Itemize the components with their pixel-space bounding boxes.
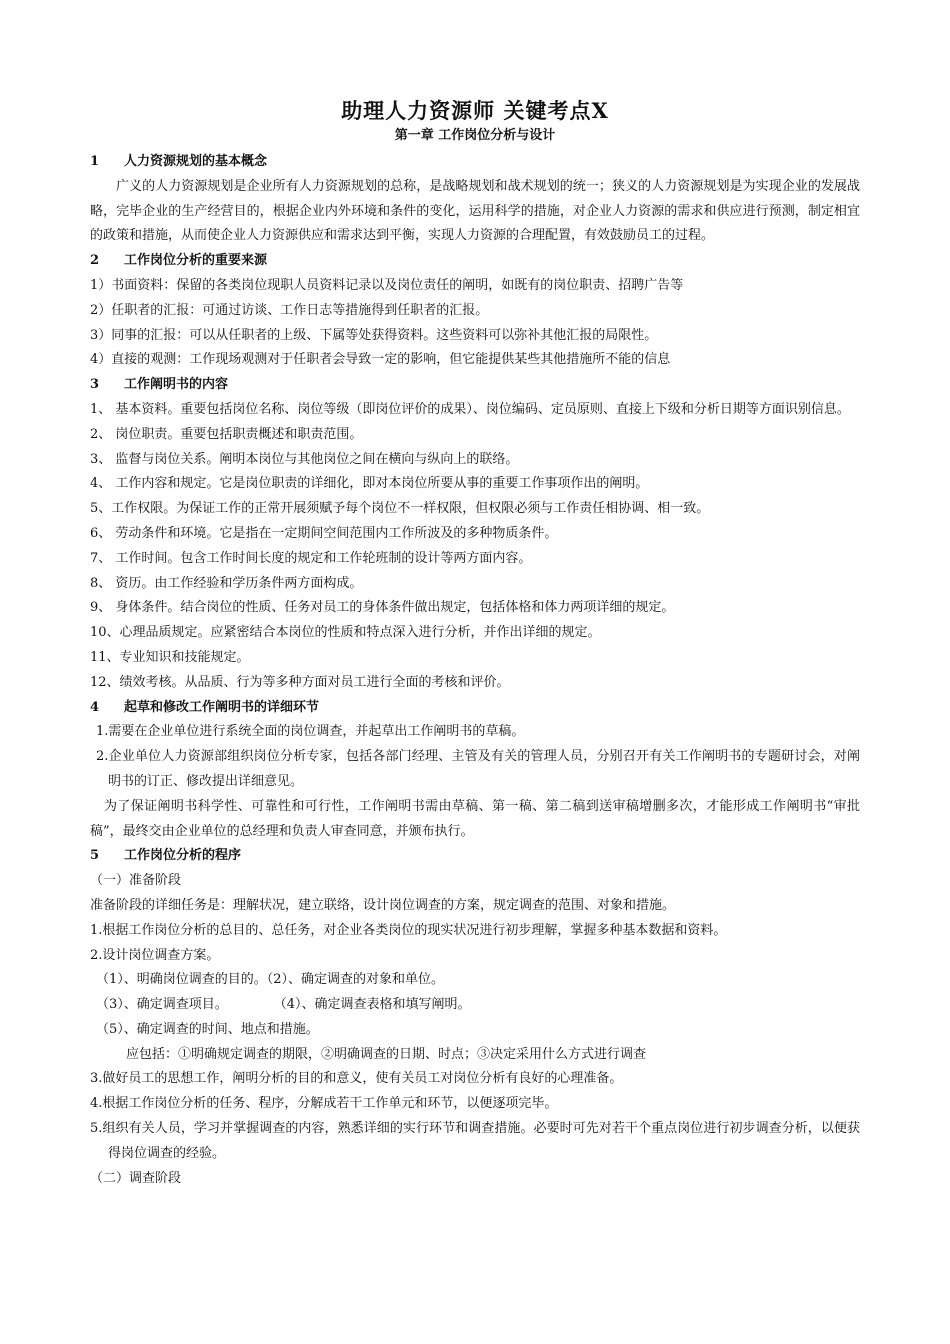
- section-number: 3: [90, 377, 100, 393]
- section-4-heading: [90, 696, 860, 721]
- list-item: 8、 资历。由工作经验和学历条件两方面构成。: [90, 575, 363, 591]
- list-item: 3.做好员工的思想工作，阐明分析的目的和意义，使有关员工对岗位分析有良好的心理准备。: [90, 1071, 623, 1087]
- stage-heading: （二）调查阶段: [90, 1170, 182, 1186]
- list-item: 1、 基本资料。重要包括岗位名称、岗位等级（即岗位评价的成果）、岗位编码、定员原则、直接上下级和分析日期等方面识别信息。: [90, 401, 850, 417]
- list-item: 2.设计岗位调查方案。: [90, 947, 220, 963]
- list-item: 4、 工作内容和规定。它是岗位职责的详细化，即对本岗位所要从事的重要工作事项作出的阐明。: [90, 476, 649, 492]
- list-item: 2.企业单位人力资源部组织岗位分析专家，包括各部门经理、主管及有关的管理人员，分别召开有关工作阐明书的专题研讨会，对阐明书的订正、修改提出详细意见。: [96, 749, 860, 789]
- section-number: 1: [90, 154, 100, 169]
- section-number: 4: [90, 699, 100, 715]
- section-3-heading: [90, 373, 860, 398]
- section-1-paragraph: 广义的人力资源规划是企业所有人力资源规划的总称，是战略规划和战术规划的统一；狭义的人力资源规划是为实现企业的发展战略，完毕企业的生产经营目的，根据企业内外环境和条件的变化，运用科学的措施，对企业人力资源的需求和供应进行预测，制定相宜的政策和措施，从而使企业人力资源供应和需求达到平衡，实现人力资源的合理配置，有效鼓励员工的过程。: [90, 178, 860, 244]
- list-item: 9、 身体条件。结合岗位的性质、任务对员工的身体条件做出规定，包括体格和体力两项详细的规定。: [90, 600, 675, 616]
- stage-intro: 准备阶段的详细任务是：理解状况，建立联络，设计岗位调查的方案，规定调查的范围、对象和措施。: [90, 897, 676, 913]
- list-item: 12、绩效考核。从品质、行为等多种方面对员工进行全面的考核和评价。: [90, 674, 510, 690]
- sub-item: （2）、确定调查的对象和单位。: [266, 972, 445, 988]
- list-item: 6、 劳动条件和环境。它是指在一定期间空间范围内工作所波及的多种物质条件。: [90, 525, 558, 541]
- section-1-heading: [90, 150, 860, 175]
- list-item: 5、工作权限。为保证工作的正常开展须赋予每个岗位不一样权限，但权限必须与工作责任相协调、相一致。: [90, 501, 710, 517]
- list-item: 1）书面资料：保留的各类岗位现职人员资料记录以及岗位责任的阐明，如既有的岗位职责、招聘广告等: [90, 277, 684, 293]
- sub-item-note: 应包括：①明确规定调查的期限，②明确调查的日期、时点；③决定采用什么方式进行调查: [126, 1046, 647, 1062]
- document-title: 助理人力资源师 关键考点X: [341, 98, 609, 123]
- list-item: 3）同事的汇报：可以从任职者的上级、下属等处获得资料。这些资料可以弥补其他汇报的局限性。: [90, 327, 658, 343]
- section-5-heading: [90, 844, 860, 869]
- list-item: 11、专业知识和技能规定。: [90, 649, 250, 665]
- section-title: 起草和修改工作阐明书的详细环节: [124, 699, 320, 715]
- sub-item: （1）、明确岗位调查的目的。: [96, 972, 267, 988]
- list-item: 2、 岗位职责。重要包括职责概述和职责范围。: [90, 426, 363, 442]
- sub-item-row: [90, 993, 860, 1018]
- list-item: 1.需要在企业单位进行系统全面的岗位调查，并起草出工作阐明书的草稿。: [96, 724, 525, 740]
- list-item: 3、 监督与岗位关系。阐明本岗位与其他岗位之间在横向与纵向上的联络。: [90, 451, 519, 467]
- section-2-heading: [90, 249, 860, 274]
- sub-item-row: [90, 968, 860, 993]
- document-page: [90, 96, 860, 1191]
- section-title: 工作阐明书的内容: [124, 377, 229, 393]
- section-4-paragraph: 为了保证阐明书科学性、可靠性和可行性，工作阐明书需由草稿、第一稿、第二稿到送审稿增删多次，才能形成工作阐明书“审批稿”，最终交由企业单位的总经理和负责人审查同意，并颁布执行。: [90, 798, 860, 839]
- list-item: 10、心理品质规定。应紧密结合本岗位的性质和特点深入进行分析，并作出详细的规定。: [90, 625, 601, 641]
- list-item: 4.根据工作岗位分析的任务、程序，分解成若干工作单元和环节，以便逐项完毕。: [90, 1096, 558, 1112]
- section-title: 人力资源规划的基本概念: [124, 154, 268, 169]
- section-title: 工作岗位分析的程序: [124, 848, 242, 864]
- section-number: 2: [90, 253, 100, 269]
- stage-heading: （一）准备阶段: [90, 873, 182, 889]
- sub-item: （4）、确定调查表格和填写阐明。: [273, 997, 471, 1013]
- sub-item: （5）、确定调查的时间、地点和措施。: [96, 1021, 319, 1037]
- section-number: 5: [90, 848, 100, 864]
- list-item: 2）任职者的汇报：可通过访谈、工作日志等措施得到任职者的汇报。: [90, 302, 489, 318]
- list-item: 4）直接的观测：工作现场观测对于任职者会导致一定的影响，但它能提供某些其他措施所不能的信息: [90, 352, 671, 368]
- chapter-heading: 第一章 工作岗位分析与设计: [394, 128, 556, 143]
- list-item: 5.组织有关人员，学习并掌握调查的内容，熟悉详细的实行环节和调查措施。必要时可先对若干个重点岗位进行初步调查分析，以便获得岗位调查的经验。: [90, 1121, 860, 1161]
- section-title: 工作岗位分析的重要来源: [124, 253, 268, 269]
- sub-item: （3）、确定调查项目。: [96, 997, 228, 1013]
- list-item: 7、 工作时间。包含工作时间长度的规定和工作轮班制的设计等两方面内容。: [90, 550, 532, 566]
- list-item: 1.根据工作岗位分析的总目的、总任务，对企业各类岗位的现实状况进行初步理解，掌握多种基本数据和资料。: [90, 922, 727, 938]
